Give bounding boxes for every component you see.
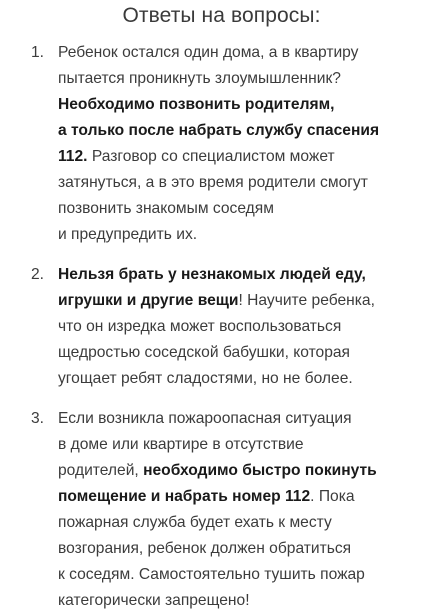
answer-line xyxy=(58,340,435,366)
answer-text: Если возникла пожароопасная ситуация xyxy=(58,410,352,427)
answer-text: угощает ребят сладостями, но не более. xyxy=(58,370,353,387)
answer-text: Разговор со специалистом может xyxy=(87,148,335,165)
answers-list xyxy=(0,40,443,614)
answer-line xyxy=(58,458,435,484)
answer-line xyxy=(58,484,435,510)
answer-text: родителей, xyxy=(58,462,144,479)
answer-item xyxy=(0,40,443,248)
answer-line xyxy=(58,222,435,248)
answer-text: возгорания, ребенок должен обратиться xyxy=(58,540,352,557)
answer-line xyxy=(58,144,435,170)
answer-text: затянуться, а в это время родители смогут xyxy=(58,174,368,191)
answer-line xyxy=(58,406,435,432)
answer-item xyxy=(0,262,443,392)
answer-text: пожарная служба будет ехать к месту xyxy=(58,514,332,531)
answer-text-bold: необходимо быстро покинуть xyxy=(143,462,377,479)
answer-line xyxy=(58,314,435,340)
answer-line xyxy=(58,432,435,458)
answer-text: категорически запрещено! xyxy=(58,592,250,609)
page-title: Ответы на вопросы: xyxy=(122,4,321,27)
answer-line xyxy=(58,366,435,392)
answer-text: . Пока xyxy=(310,488,355,505)
answer-line xyxy=(58,92,435,118)
answer-text-bold: игрушки и другие вещи xyxy=(58,292,239,309)
answer-text-bold: помещение и набрать номер 112 xyxy=(58,488,311,505)
answer-line xyxy=(58,40,435,66)
answer-line xyxy=(58,510,435,536)
answer-text: позвонить знакомым соседям xyxy=(58,200,274,217)
answer-text: щедростью соседской бабушки, которая xyxy=(58,344,350,361)
answer-text: Ребенок остался один дома, а в квартиру xyxy=(58,44,359,61)
answer-line xyxy=(58,196,435,222)
answer-text-bold: а только после набрать службу спасения xyxy=(58,122,380,139)
answer-text-bold: Нельзя брать у незнакомых людей еду, xyxy=(58,266,366,283)
answer-line xyxy=(58,562,435,588)
answer-line xyxy=(58,262,435,288)
answer-line xyxy=(58,288,435,314)
answer-item xyxy=(0,406,443,614)
answer-text: и предупредить их. xyxy=(58,226,198,243)
answer-text: пытается проникнуть злоумышленник? xyxy=(58,70,341,87)
answer-line xyxy=(58,118,435,144)
answer-line xyxy=(58,170,435,196)
answer-line xyxy=(58,66,435,92)
answer-line xyxy=(58,588,435,614)
answer-number: 3. xyxy=(31,410,45,427)
answer-number: 2. xyxy=(31,266,45,283)
answer-line xyxy=(58,536,435,562)
answer-text: ! Научите ребенка, xyxy=(238,292,375,309)
answer-text-bold: 112. xyxy=(58,148,88,165)
answer-text: к соседям. Самостоятельно тушить пожар xyxy=(58,566,365,583)
answer-text: что он изредка может воспользоваться xyxy=(58,318,342,335)
answer-text: в доме или квартире в отсутствие xyxy=(58,436,304,453)
answer-text-bold: Необходимо позвонить родителям, xyxy=(58,96,335,113)
answer-number: 1. xyxy=(31,44,45,61)
